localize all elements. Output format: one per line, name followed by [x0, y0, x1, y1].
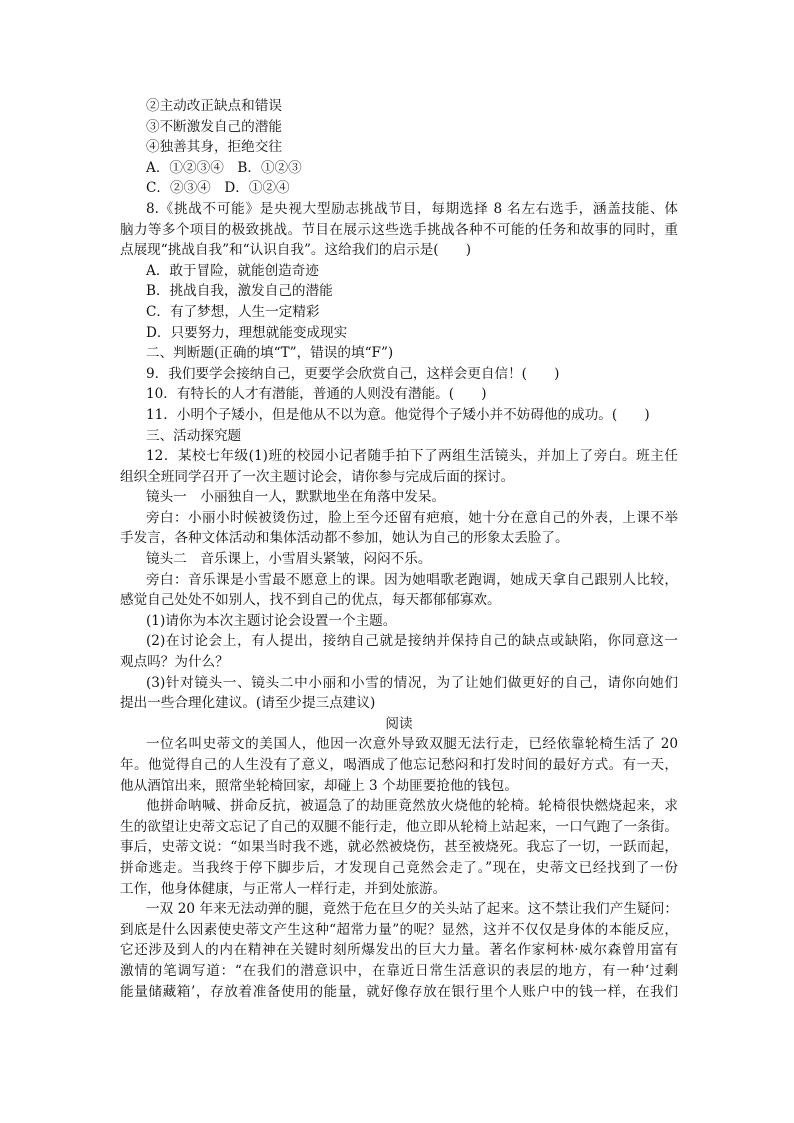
document-page — [120, 96, 678, 1002]
reading-p1-line-3: 他从酒馆出来，照常坐轮椅回家，却碰上 3 个劫匪要抢他的钱包。 — [120, 777, 518, 794]
reading-p2-line-4: 拼命逃走。当我终于停下脚步后，才发现自己竟然会走了。”现在，史蒂文已经找到了一份 — [120, 859, 678, 876]
reading-p2-line-3: 事后，史蒂文说：“如果当时我不逃，就必然被烧伤，甚至被烧死。我忘了一切，一跃而起， — [120, 839, 678, 856]
reading-p1-line-2: 年。他觉得自己的人生没有了意义，喝酒成了他忘记愁闷和打发时间的最好方式。有一天， — [120, 757, 678, 773]
aside-2-line-1: 旁白：音乐课是小雪最不愿意上的课。因为她唱歌老跑调，她成天拿自己跟别人比较， — [146, 571, 678, 588]
sub-question-1: (1)请你为本次主题讨论会设置一个主题。 — [146, 612, 397, 629]
reading-p3-line-3: 它还涉及到人的内在精神在关键时刻所爆发出的巨大力量。著名作家柯林·威尔森曾用富有 — [120, 942, 678, 959]
q11: 11．小明个子矮小，但是他从不以为意。他觉得个子矮小并不妨碍他的成功。( ) — [146, 406, 650, 423]
q8-option-d: D．只要努力，理想就能变成现实 — [146, 324, 348, 341]
q8-option-c: C．有了梦想，人生一定精彩 — [146, 303, 320, 320]
q12-line-1: 12．某校七年级(1)班的校园小记者随手拍下了两组生活镜头，并加上了旁白。班主任 — [146, 448, 678, 465]
reading-p2-line-2: 生的欲望让史蒂文忘记了自己的双腿不能行走，他立即从轮椅上站起来，一口气跑了一条街。 — [120, 818, 678, 835]
section-3-heading: 三、活动探究题 — [146, 427, 242, 444]
aside-2-line-2: 感觉自己处处不如别人，找不到自己的优点，每天都郁郁寡欢。 — [120, 592, 501, 609]
section-2-heading: 二、判断题(正确的填“T”，错误的填“F”) — [146, 345, 394, 362]
q7-statement-4: ④独善其身，拒绝交往 — [146, 139, 282, 156]
reading-p3-line-1: 一双 20 年来无法动弹的腿，竟然于危在旦夕的关头站了起来。这不禁让我们产生疑问： — [146, 901, 678, 918]
sub-question-2-line-1: (2)在讨论会上，有人提出，接纳自己就是接纳并保持自己的缺点或缺陷，你同意这一 — [146, 633, 678, 650]
q10: 10．有特长的人才有潜能，普通的人则没有潜能。( ) — [146, 386, 487, 403]
q7-choices-ab: A．①②③④ B．①②③ — [146, 159, 302, 176]
shot-1: 镜头一 小丽独自一人，默默地坐在角落中发呆。 — [146, 489, 446, 506]
q8-option-a: A．敢于冒险，就能创造奇迹 — [146, 262, 319, 279]
reading-p2-line-5: 工作，他身体健康，与正常人一样行走，并到处旅游。 — [120, 880, 447, 897]
q7-statement-3: ③不断激发自己的潜能 — [146, 118, 282, 135]
reading-p3-line-2: 到底是什么因素使史蒂文产生这种“超常力量”的呢？显然，这并不仅仅是身体的本能反应， — [120, 921, 678, 938]
sub-question-2-line-2: 观点吗？为什么？ — [120, 654, 229, 671]
sub-question-3-line-2: 提出一些合理化建议。(请至少提三点建议) — [120, 695, 376, 712]
reading-p2-line-1: 他拼命呐喊、拼命反抗，被逼急了的劫匪竟然放火烧他的轮椅。轮椅很快燃烧起来，求 — [146, 798, 678, 815]
reading-title: 阅读 — [385, 715, 413, 732]
q7-choices-cd: C．②③④ D．①②④ — [146, 180, 290, 197]
shot-2: 镜头二 音乐课上，小雪眉头紧皱，闷闷不乐。 — [146, 551, 432, 568]
q9: 9．我们要学会接纳自己，更要学会欣赏自己，这样会更自信！( ) — [146, 365, 560, 382]
q12-line-2: 组织全班同学召开了一次主题讨论会，请你参与完成后面的探讨。 — [120, 468, 515, 485]
reading-p3-line-4: 激情的笔调写道：“在我们的潜意识中，在靠近日常生活意识的表层的地方，有一种‘过剩 — [120, 962, 678, 979]
reading-p3-line-5: 能量储藏箱’，存放着准备使用的能量，就好像存放在银行里个人账户中的钱一样，在我们 — [120, 983, 678, 1000]
q8-option-b: B．挑战自我，激发自己的潜能 — [146, 283, 333, 300]
q8-stem-line-2: 脑力等多个项目的极致挑战。节目在展示这些选手挑战各种不可能的任务和故事的同时，重 — [120, 221, 678, 238]
q7-statement-2: ②主动改正缺点和错误 — [146, 98, 282, 114]
reading-p1-line-1: 一位名叫史蒂文的美国人，他因一次意外导致双腿无法行走，已经依靠轮椅生活了 20 — [146, 736, 678, 753]
q8-stem-line-1: 8.《挑战不可能》是央视大型励志挑战节目，每期选择 8 名左右选手，涵盖技能、体 — [146, 200, 678, 217]
sub-question-3-line-1: (3)针对镜头一、镜头二中小丽和小雪的情况，为了让她们做更好的自己，请你向她们 — [146, 674, 678, 691]
aside-1-line-1: 旁白：小丽小时候被烫伤过，脸上至今还留有疤痕，她十分在意自己的外表，上课不举 — [146, 509, 678, 526]
q8-stem-line-3: 点展现“挑战自我”和“认识自我”。这给我们的启示是( ) — [120, 242, 472, 259]
aside-1-line-2: 手发言，各种文体活动和集体活动都不参加，她认为自己的形象太丢脸了。 — [120, 530, 569, 547]
